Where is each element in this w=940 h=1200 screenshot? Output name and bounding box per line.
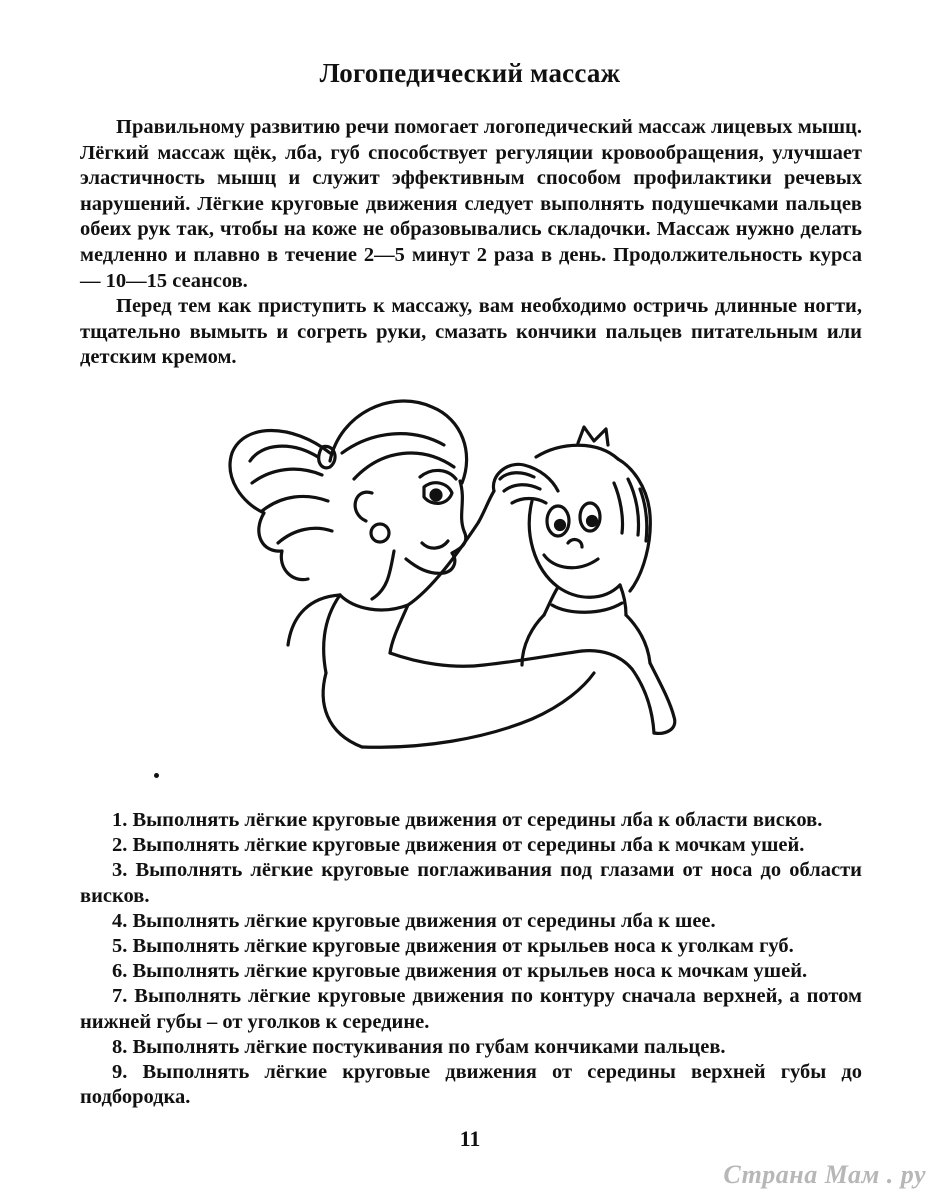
step-item: 4. Выполнять лёгкие круговые движения от середины лба к шее. [112, 909, 716, 932]
step-item: 8. Выполнять лёгкие постукивания по губам кончиками пальцев. [112, 1035, 726, 1058]
site-watermark: Страна Мам . ру [723, 1160, 926, 1189]
intro-paragraph-2: Перед тем как приступить к массажу, вам необходимо остричь длинные ногти, тщательно вымыть и согреть руки, смазать кончики пальцев питательным или детским кремом. [80, 295, 862, 369]
step-item: 3. Выполнять лёгкие круговые поглаживания под глазами от носа до области висков. [80, 859, 862, 907]
page-number: 11 [459, 1126, 481, 1151]
step-item: 2. Выполнять лёгкие круговые движения от середины лба к мочкам ушей. [112, 834, 805, 857]
step-item: 9. Выполнять лёгкие круговые движения от середины верхней губы до подбородка. [80, 1061, 862, 1109]
bullet-dot [154, 773, 159, 778]
intro-text [80, 115, 862, 371]
massage-illustration [222, 383, 702, 755]
step-item: 6. Выполнять лёгкие круговые движения от крыльев носа к мочкам ушей. [112, 960, 808, 983]
step-item: 7. Выполнять лёгкие круговые движения по контуру сначала верхней, а потом нижней губы – от уголков к середине. [80, 985, 862, 1033]
step-item: 1. Выполнять лёгкие круговые движения от середины лба к области висков. [112, 809, 823, 831]
step-item: 5. Выполнять лёгкие круговые движения от крыльев носа к уголкам губ. [112, 935, 794, 958]
intro-paragraph-1: Правильному развитию речи помогает логопедический массаж лицевых мышц. Лёгкий массаж щёк, лба, губ способствует регуляции кровообращения, улучшает эластичность мышц и служит эффективным способом профилактики речевых нарушений. Лёгкие круговые движения следует выполнять подушечками пальцев обеих рук так, чтобы на коже не образовывались складочки. Массаж нужно делать медленно и плавно в течение 2—5 минут 2 раза в день. Продолжительность курса — 10—15 сеансов. [80, 116, 862, 292]
massage-steps-list [80, 808, 862, 1110]
page-title: Логопедический массаж [319, 58, 621, 88]
